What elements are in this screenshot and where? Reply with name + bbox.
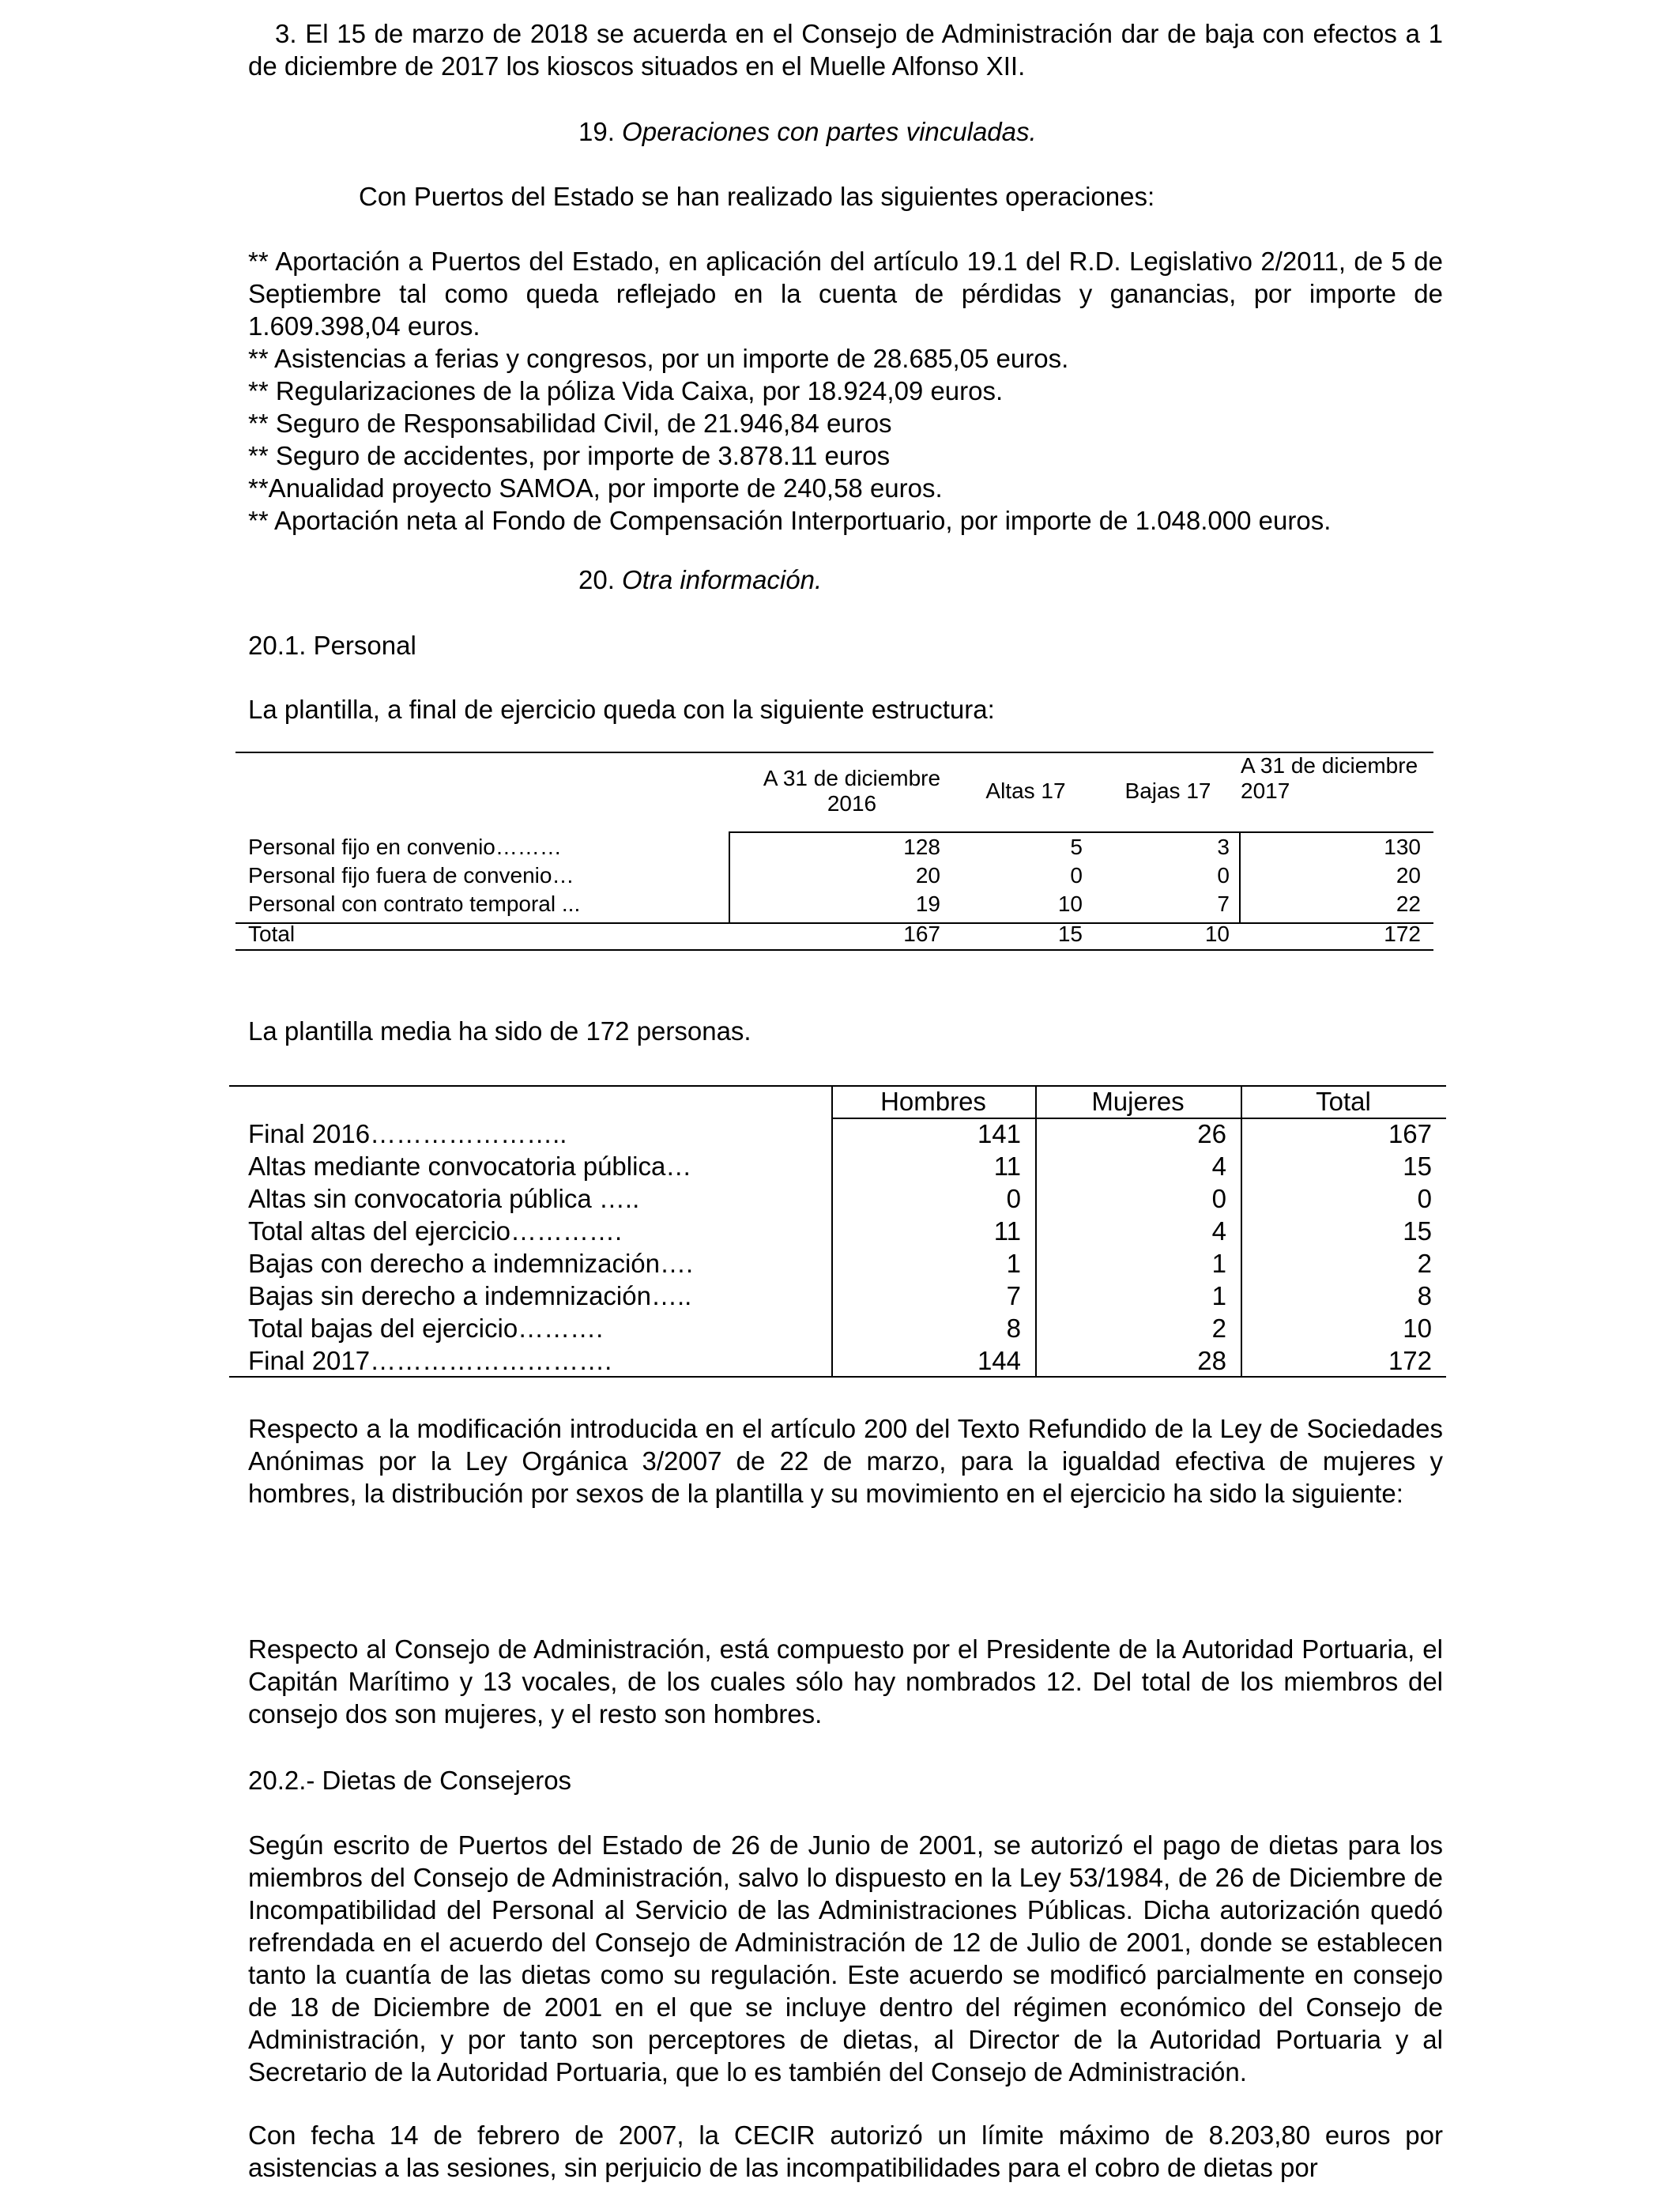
table-cell: 7 (1217, 892, 1230, 916)
table-cell: 0 (1217, 863, 1230, 888)
row-label: Personal con contrato temporal ... (248, 892, 581, 916)
column-header: A 31 de diciembre 2017 (1241, 753, 1418, 803)
table-cell: 11 (993, 1152, 1021, 1181)
operation-item: **Anualidad proyecto SAMOA, por importe de 240,58 euros. (248, 473, 943, 503)
table-cell: 15 (1403, 1216, 1432, 1246)
subsection-personal: 20.1. Personal (248, 631, 416, 660)
row-label: Total bajas del ejercicio………. (248, 1314, 604, 1343)
table-cell: 8 (1006, 1314, 1021, 1343)
paragraph-cecir: Con fecha 14 de febrero de 2007, la CECIR autorizó un límite máximo de 8.203,80 euros por asistencias a las sesiones, sin perjuicio de las incompatibilidades para el cobro de dietas por (248, 2120, 1443, 2182)
section-19-number: 19. (578, 117, 615, 146)
table-cell: 2 (1211, 1314, 1226, 1343)
table-cell: 15 (1403, 1152, 1432, 1181)
gender-distribution-table (229, 1085, 1446, 1378)
plantilla-intro: La plantilla, a final de ejercicio queda con la siguiente estructura: (248, 695, 995, 724)
section-19-heading (578, 115, 1037, 148)
row-label: Total altas del ejercicio…………. (248, 1216, 623, 1246)
paragraph-kioscos: 3. El 15 de marzo de 2018 se acuerda en el Consejo de Administración dar de baja con efectos a 1 de diciembre de 2017 los kioscos situados en el Muelle Alfonso XII. (248, 19, 1443, 81)
table-cell: 1 (1211, 1281, 1226, 1310)
operation-item: ** Seguro de Responsabilidad Civil, de 21.946,84 euros (248, 409, 892, 438)
table-cell: 10 (1403, 1314, 1432, 1343)
row-label: Personal fijo fuera de convenio… (248, 863, 574, 888)
table-cell: 130 (1384, 835, 1421, 859)
table-cell: 26 (1197, 1119, 1226, 1148)
operation-item: ** Asistencias a ferias y congresos, por un importe de 28.685,05 euros. (248, 344, 1069, 373)
column-header: Hombres (880, 1087, 986, 1116)
table-cell: 167 (1388, 1119, 1432, 1148)
table-cell: 128 (903, 835, 940, 859)
plantilla-media: La plantilla media ha sido de 172 personas. (248, 1016, 751, 1046)
table-cell: 0 (1211, 1184, 1226, 1213)
table-rule (235, 949, 1433, 951)
table-cell: 1 (1211, 1249, 1226, 1278)
table-cell: 0 (1070, 863, 1083, 888)
table-cell: 11 (993, 1216, 1021, 1246)
column-header: Total (1316, 1087, 1371, 1116)
column-header: Mujeres (1091, 1087, 1185, 1116)
table-cell: 2 (1417, 1249, 1432, 1278)
table-cell: 5 (1070, 835, 1083, 859)
paragraph-consejo: Respecto al Consejo de Administración, está compuesto por el Presidente de la Autoridad Portuaria, el Capitán Marítimo y 13 vocales, de los cuales sólo hay nombrados 12. Del total de los miembros del consejo dos son mujeres, y el resto son hombres. (248, 1634, 1443, 1728)
table-cell: 0 (1417, 1184, 1432, 1213)
table-cell: 15 (1057, 922, 1083, 946)
plantilla-structure-table (235, 752, 1433, 951)
operation-item: ** Aportación neta al Fondo de Compensación Interportuario, por importe de 1.048.000 euros. (248, 506, 1332, 535)
table-cell: 3 (1217, 835, 1230, 859)
table-cell: 167 (903, 922, 940, 946)
table-cell: 22 (1396, 892, 1421, 916)
table-divider (729, 831, 730, 923)
row-label: Final 2016………………….. (248, 1119, 567, 1148)
operation-item: ** Regularizaciones de la póliza Vida Caixa, por 18.924,09 euros. (248, 376, 1004, 405)
subsection-dietas: 20.2.- Dietas de Consejeros (248, 1766, 572, 1795)
section-20-heading (578, 564, 822, 596)
paragraph-igualdad: Respecto a la modificación introducida en el artículo 200 del Texto Refundido de la Ley de Sociedades Anónimas por la Ley Orgánica 3/2007 de 22 de marzo, para la igualdad efectiva de mujeres y hombres, la distribución por sexos de la plantilla y su movimiento en el ejercicio ha sido la siguiente: (248, 1414, 1443, 1508)
table-cell: 20 (1396, 863, 1421, 888)
table-cell: 4 (1211, 1216, 1226, 1246)
column-header: Bajas 17 (1124, 778, 1211, 803)
table-cell: 0 (1006, 1184, 1021, 1213)
table-cell: 20 (915, 863, 940, 888)
row-label: Altas sin convocatoria pública ….. (248, 1184, 640, 1213)
table-cell: 172 (1384, 922, 1421, 946)
row-label: Altas mediante convocatoria pública… (248, 1152, 692, 1181)
table-divider (1239, 831, 1241, 923)
table-cell: 10 (1204, 922, 1230, 946)
table-cell: 19 (915, 892, 940, 916)
intro-operations: Con Puertos del Estado se han realizado las siguientes operaciones: (359, 182, 1155, 211)
table-cell: 144 (977, 1346, 1021, 1375)
paragraph-dietas: Según escrito de Puertos del Estado de 26 de Junio de 2001, se autorizó el pago de dietas para los miembros del Consejo de Administración, salvo lo dispuesto en la Ley 53/1984, de 26 de Diciembre de Incompatibilidad del Personal al Servicio de las Administraciones Públicas. Dicha autorización quedó refrendada en el acuerdo del Consejo de Administración de 12 de Julio de 2001, donde se establecen tanto la cuantía de las dietas como su regulación. Este acuerdo se modificó parcialmente en consejo de 18 de Diciembre de 2001 en el que se incluye dentro del régimen económico del Consejo de Administración, y por tanto son perceptores de dietas, al Director de la Autoridad Portuaria y al Secretario de la Autoridad Portuaria, que lo es también del Consejo de Administración. (248, 1830, 1443, 2087)
operation-item-aportacion: ** Aportación a Puertos del Estado, en aplicación del artículo 19.1 del R.D. Legislativo 2/2011, de 5 de Septiembre tal como queda reflejado en la cuenta de pérdidas y ganancias, por importe de 1.609.398,04 euros. (248, 247, 1443, 341)
table-cell: 4 (1211, 1152, 1226, 1181)
table-cell: 141 (977, 1119, 1021, 1148)
section-20-title: Otra información. (622, 565, 823, 594)
table-rule (729, 831, 1433, 833)
section-19-title: Operaciones con partes vinculadas. (622, 117, 1037, 146)
row-label: Total (248, 922, 296, 946)
operation-item: ** Seguro de accidentes, por importe de 3.878.11 euros (248, 441, 891, 470)
table-cell: 1 (1006, 1249, 1021, 1278)
row-label: Bajas con derecho a indemnización…. (248, 1249, 694, 1278)
section-20-number: 20. (578, 565, 615, 594)
row-label: Bajas sin derecho a indemnización….. (248, 1281, 692, 1310)
table-cell: 28 (1197, 1346, 1226, 1375)
column-header: Altas 17 (985, 778, 1066, 803)
table-cell: 172 (1388, 1346, 1432, 1375)
table-cell: 10 (1057, 892, 1083, 916)
column-header: A 31 de diciembre 2016 (763, 766, 941, 816)
row-label: Personal fijo en convenio……… (248, 835, 562, 859)
table-cell: 8 (1417, 1281, 1432, 1310)
table-cell: 7 (1006, 1281, 1021, 1310)
row-label: Final 2017………………………. (248, 1346, 612, 1375)
